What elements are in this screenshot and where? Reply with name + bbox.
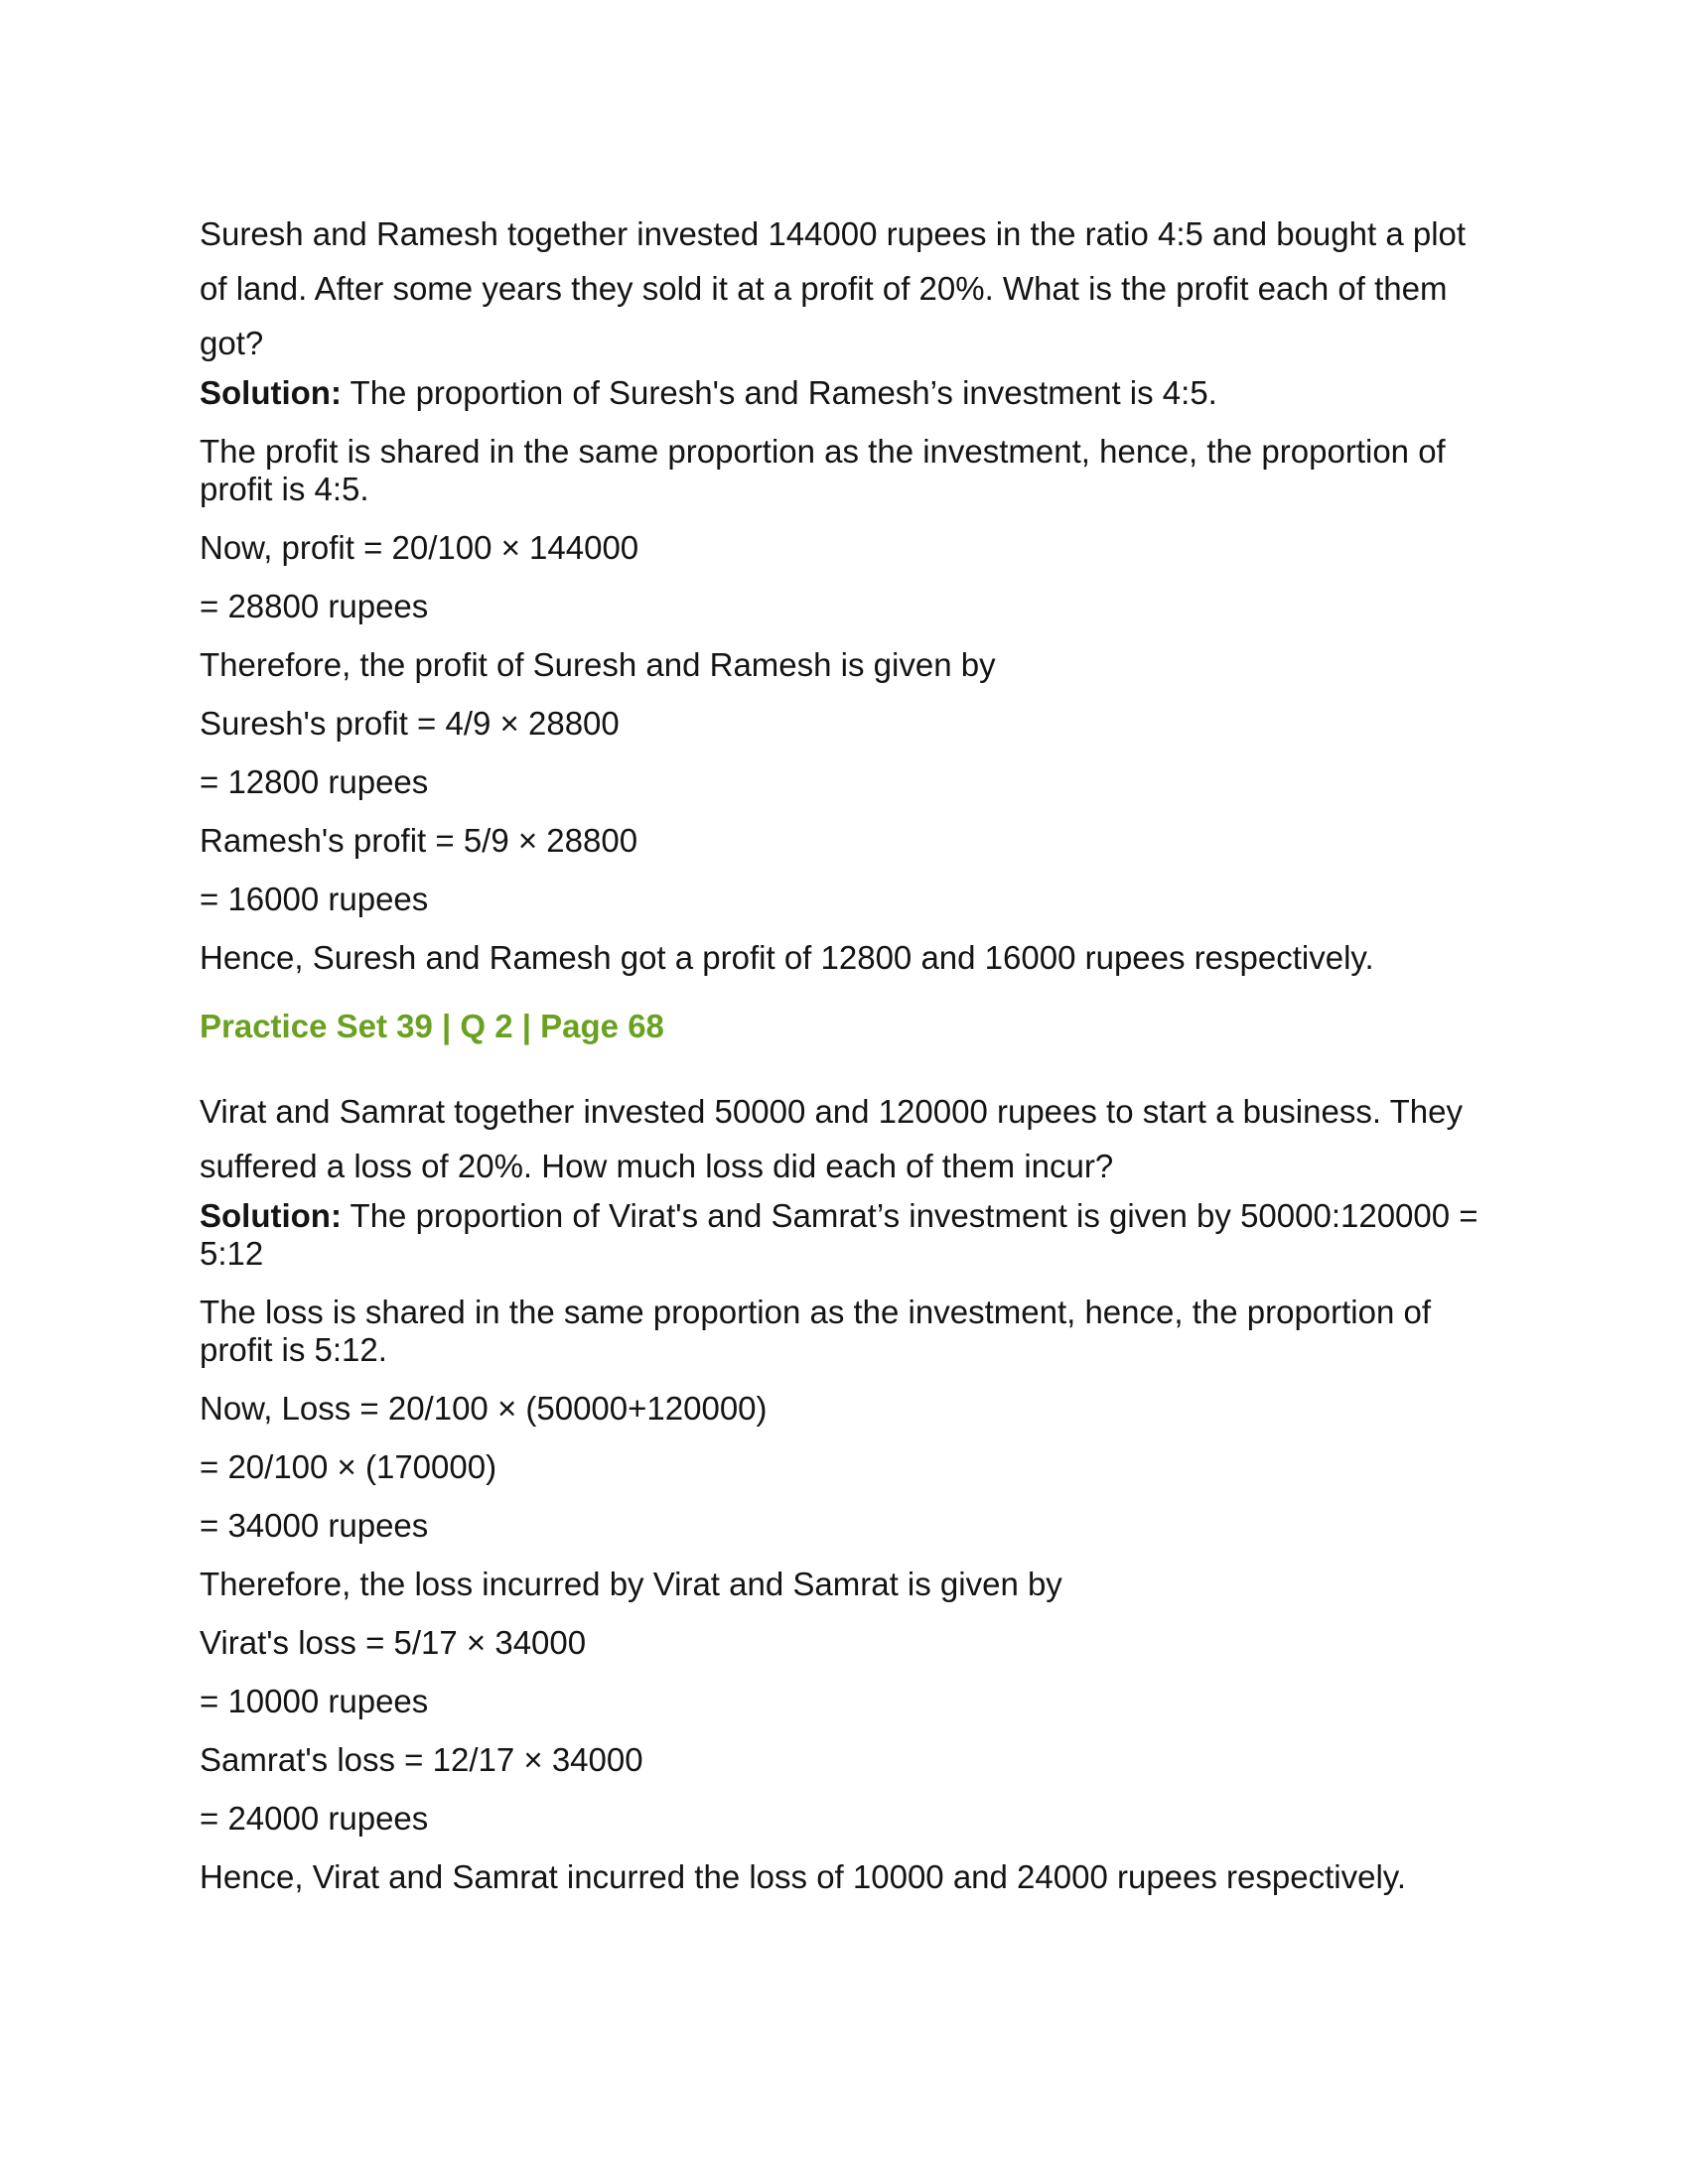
question-2: Virat and Samrat together invested 50000 and 120000 rupees to start a business. They suffered a loss of 20%. How much loss did each of them incur? — [200, 1093, 1463, 1184]
solution-label: Solution: — [200, 374, 342, 411]
solution-text: The proportion of Suresh's and Ramesh’s investment is 4:5. — [341, 374, 1217, 411]
section-heading: Practice Set 39 | Q 2 | Page 68 — [200, 1008, 664, 1044]
solution-1-intro — [200, 374, 1490, 412]
solution-line: = 10000 rupees — [200, 1683, 429, 1719]
solution-line: Therefore, the profit of Suresh and Ramesh is given by — [200, 646, 996, 683]
solution-line: = 12800 rupees — [200, 763, 429, 800]
solution-line: Virat's loss = 5/17 × 34000 — [200, 1624, 587, 1661]
solution-line: = 34000 rupees — [200, 1507, 429, 1544]
solution-line: Now, Loss = 20/100 × (50000+120000) — [200, 1390, 768, 1427]
solution-label: Solution: — [200, 1197, 342, 1234]
solution-line: The profit is shared in the same proportion as the investment, hence, the proportion of profit is 4:5. — [200, 433, 1446, 507]
solution-text: The proportion of Virat's and Samrat’s investment is given by 50000:120000 = 5:12 — [200, 1197, 1478, 1272]
solution-line: Hence, Virat and Samrat incurred the loss of 10000 and 24000 rupees respectively. — [200, 1858, 1407, 1895]
question-1: Suresh and Ramesh together invested 144000 rupees in the ratio 4:5 and bought a plot of land. After some years they sold it at a profit of 20%. What is the profit each of them got? — [200, 215, 1467, 361]
solution-line: Hence, Suresh and Ramesh got a profit of 12800 and 16000 rupees respectively. — [200, 939, 1374, 976]
solution-line: = 20/100 × (170000) — [200, 1448, 497, 1485]
solution-line: Ramesh's profit = 5/9 × 28800 — [200, 822, 638, 859]
solution-line: = 16000 rupees — [200, 881, 429, 917]
solution-line: Now, profit = 20/100 × 144000 — [200, 529, 639, 566]
solution-line: Samrat's loss = 12/17 × 34000 — [200, 1741, 643, 1778]
solution-line: The loss is shared in the same proportion as the investment, hence, the proportion of profit is 5:12. — [200, 1294, 1432, 1368]
document-page — [200, 206, 1490, 1917]
solution-line: Therefore, the loss incurred by Virat and Samrat is given by — [200, 1566, 1062, 1602]
solution-line: = 24000 rupees — [200, 1800, 429, 1837]
solution-line: = 28800 rupees — [200, 588, 429, 624]
solution-2-intro — [200, 1197, 1490, 1273]
solution-line: Suresh's profit = 4/9 × 28800 — [200, 705, 620, 742]
